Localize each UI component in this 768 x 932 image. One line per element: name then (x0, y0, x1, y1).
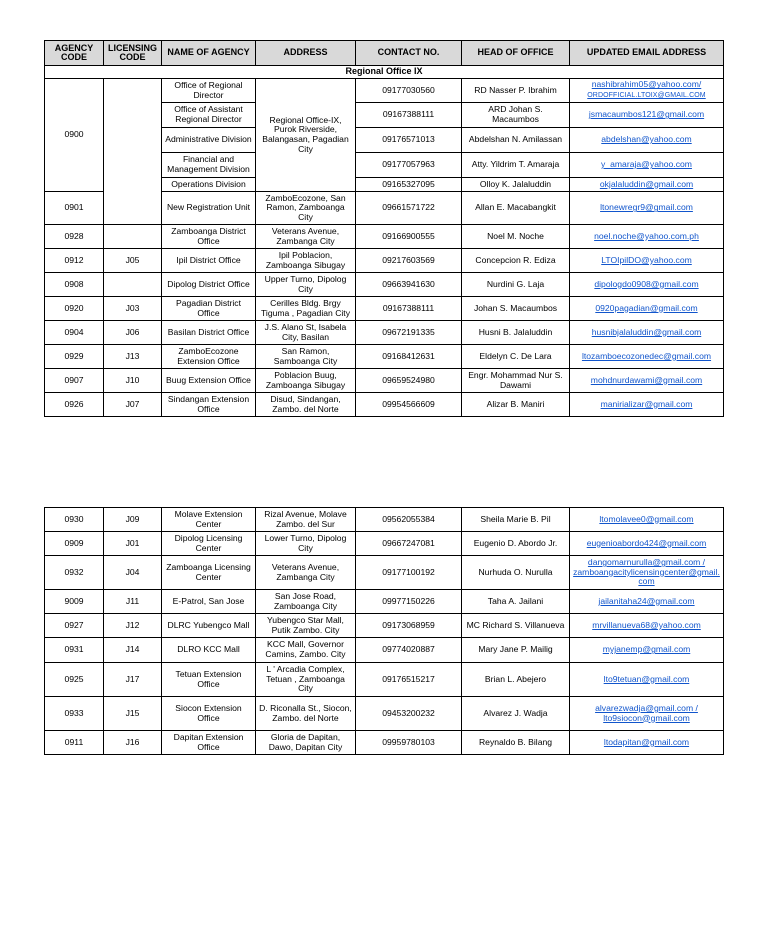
contact-no: 09977150226 (356, 590, 462, 614)
contact-no: 09167388111 (356, 297, 462, 321)
address: Gloria de Dapitan, Dawo, Dapitan City (256, 731, 356, 755)
head-of-office: Mary Jane P. Mailig (462, 638, 570, 663)
header-contact-no: CONTACT NO. (356, 41, 462, 66)
head-of-office: Alvarez J. Wadja (462, 697, 570, 731)
email-primary[interactable]: nashibrahim05@yahoo.com/ (591, 79, 702, 90)
licensing-code: J17 (104, 663, 162, 697)
regional-address: Regional Office-IX, Purok Riverside, Balangasan, Pagadian City (256, 79, 356, 192)
email-link[interactable]: jailanitaha24@gmail.com (570, 590, 724, 614)
contact-no: 09774020887 (356, 638, 462, 663)
address: Cerilles Bldg. Brgy Tiguma , Pagadian City (256, 297, 356, 321)
contact-no: 09167388111 (356, 103, 462, 128)
email-link[interactable]: husnibjalaluddin@gmail.com (570, 321, 724, 345)
licensing-code: J15 (104, 697, 162, 731)
agency-name: Buug Extension Office (162, 369, 256, 393)
email-link[interactable]: jsmacaumbos121@gmail.com (570, 103, 724, 128)
licensing-code: J14 (104, 638, 162, 663)
agency-code: 0909 (45, 532, 104, 556)
agency-code: 0911 (45, 731, 104, 755)
contact-no: 09667247081 (356, 532, 462, 556)
contact-no: 09177030560 (356, 79, 462, 103)
table-row (45, 697, 724, 731)
contact-no: 09217603569 (356, 249, 462, 273)
address: San Jose Road, Zamboanga City (256, 590, 356, 614)
agency-name: Sindangan Extension Office (162, 393, 256, 417)
licensing-code: J04 (104, 556, 162, 590)
header-agency-code: AGENCY CODE (45, 41, 104, 66)
email-link[interactable]: manirializar@gmail.com (570, 393, 724, 417)
email-link[interactable]: myjanemp@gmail.com (570, 638, 724, 663)
agency-code: 0907 (45, 369, 104, 393)
contact-no: 09453200232 (356, 697, 462, 731)
agency-name: Basilan District Office (162, 321, 256, 345)
table-row (45, 273, 724, 297)
table-row (45, 556, 724, 590)
licensing-code: J12 (104, 614, 162, 638)
contact-no: 09659524980 (356, 369, 462, 393)
licensing-code (104, 273, 162, 297)
licensing-code: J05 (104, 249, 162, 273)
address: Upper Turno, Dipolog City (256, 273, 356, 297)
head-of-office: ARD Johan S. Macaumbos (462, 103, 570, 128)
agency-name: Pagadian District Office (162, 297, 256, 321)
contact-no: 09166900555 (356, 225, 462, 249)
agency-code: 0904 (45, 321, 104, 345)
address: Disud, Sindangan, Zambo. del Norte (256, 393, 356, 417)
address: Veterans Avenue, Zambanga City (256, 225, 356, 249)
agency-name: Operations Division (162, 178, 256, 192)
regional-licensing-code (104, 79, 162, 225)
head-of-office: Alizar B. Maniri (462, 393, 570, 417)
licensing-code: J01 (104, 532, 162, 556)
address: San Ramon, Samboanga City (256, 345, 356, 369)
agency-code: 0932 (45, 556, 104, 590)
table-row (45, 79, 724, 103)
email-link[interactable]: ltonewregr9@gmail.com (570, 192, 724, 225)
licensing-code: J03 (104, 297, 162, 321)
table-row (45, 225, 724, 249)
head-of-office: Nurhuda O. Nurulla (462, 556, 570, 590)
email-link[interactable]: mohdnurdawami@gmail.com (570, 369, 724, 393)
header-head-of-office: HEAD OF OFFICE (462, 41, 570, 66)
agency-code: 0912 (45, 249, 104, 273)
head-of-office: Husni B. Jalaluddin (462, 321, 570, 345)
head-of-office: Eugenio D. Abordo Jr. (462, 532, 570, 556)
email-link[interactable]: y_amaraja@yahoo.com (570, 153, 724, 178)
address: D. Riconalla St., Siocon, Zambo. del Norte (256, 697, 356, 731)
agency-code: 0927 (45, 614, 104, 638)
agency-name: Financial and Management Division (162, 153, 256, 178)
agency-name: Dipolog Licensing Center (162, 532, 256, 556)
contact-no: 09177057963 (356, 153, 462, 178)
contact-no: 09165327095 (356, 178, 462, 192)
email-link[interactable]: ltodapitan@gmail.com (570, 731, 724, 755)
table-row (45, 731, 724, 755)
head-of-office: Taha A. Jailani (462, 590, 570, 614)
header-name-of-agency: NAME OF AGENCY (162, 41, 256, 66)
email-link[interactable]: dipologdo0908@gmail.com (570, 273, 724, 297)
head-of-office: Eldelyn C. De Lara (462, 345, 570, 369)
head-of-office: Engr. Mohammad Nur S. Dawami (462, 369, 570, 393)
address: Lower Turno, Dipolog City (256, 532, 356, 556)
agency-name: Ipil District Office (162, 249, 256, 273)
table-row (45, 614, 724, 638)
table-row (45, 321, 724, 345)
contact-no: 09672191335 (356, 321, 462, 345)
contact-no: 09959780103 (356, 731, 462, 755)
agency-code: 0920 (45, 297, 104, 321)
agency-name: Dipolog District Office (162, 273, 256, 297)
regional-agency-code: 0900 (45, 79, 104, 192)
contact-no: 09562055384 (356, 508, 462, 532)
email-link[interactable]: noel.noche@yahoo.com.ph (570, 225, 724, 249)
email-link[interactable]: abdelshan@yahoo.com (570, 128, 724, 153)
address: Veterans Avenue, Zambanga City (256, 556, 356, 590)
licensing-code: J06 (104, 321, 162, 345)
agency-code: 0925 (45, 663, 104, 697)
head-of-office: Olloy K. Jalaluddin (462, 178, 570, 192)
table-row (45, 532, 724, 556)
head-of-office: Sheila Marie B. Pil (462, 508, 570, 532)
head-of-office: Noel M. Noche (462, 225, 570, 249)
table-row (45, 663, 724, 697)
licensing-code: J11 (104, 590, 162, 614)
contact-no: 09176571013 (356, 128, 462, 153)
agency-code: 9009 (45, 590, 104, 614)
contact-no: 09177100192 (356, 556, 462, 590)
email-link[interactable]: lto9tetuan@gmail.com (570, 663, 724, 697)
contact-no: 09173068959 (356, 614, 462, 638)
contact-no: 09168412631 (356, 345, 462, 369)
agency-code: 0901 (45, 192, 104, 225)
agency-code: 0930 (45, 508, 104, 532)
licensing-code: J09 (104, 508, 162, 532)
address: ZamboEcozone, San Ramon, Zamboanga City (256, 192, 356, 225)
agency-directory-table-page1 (44, 40, 724, 417)
email-link[interactable]: LTOIpilDO@yahoo.com (570, 249, 724, 273)
contact-no: 09661571722 (356, 192, 462, 225)
table-row (45, 297, 724, 321)
licensing-code (104, 225, 162, 249)
table-row (45, 249, 724, 273)
licensing-code: J07 (104, 393, 162, 417)
email-link[interactable]: okjalaluddin@gmail.com (570, 178, 724, 192)
agency-name: Tetuan Extension Office (162, 663, 256, 697)
table-row (45, 590, 724, 614)
email-link[interactable]: dangomarnurulla@gmail.com / zamboangacitylicensingcenter@gmail.com (570, 556, 724, 590)
email-link[interactable]: ltomolavee0@gmail.com (570, 508, 724, 532)
contact-no: 09663941630 (356, 273, 462, 297)
agency-directory-table-page2 (44, 507, 724, 755)
agency-name: Office of Assistant Regional Director (162, 103, 256, 128)
table-row (45, 369, 724, 393)
head-of-office: Reynaldo B. Bilang (462, 731, 570, 755)
address: Yubengco Star Mall, Putik Zambo. City (256, 614, 356, 638)
email-link[interactable]: mrvillanueva68@yahoo.com (570, 614, 724, 638)
address: KCC Mall, Governor Camins, Zambo. City (256, 638, 356, 663)
head-of-office: Concepcion R. Ediza (462, 249, 570, 273)
agency-name: Siocon Extension Office (162, 697, 256, 731)
agency-name: Zamboanga Licensing Center (162, 556, 256, 590)
address: Ipil Poblacion, Zamboanga Sibugay (256, 249, 356, 273)
agency-code: 0926 (45, 393, 104, 417)
agency-name: E-Patrol, San Jose (162, 590, 256, 614)
table-row (45, 393, 724, 417)
agency-name: Dapitan Extension Office (162, 731, 256, 755)
email-link[interactable]: ltozamboecozonedec@gmail.com (570, 345, 724, 369)
region-row (45, 66, 724, 79)
table-row (45, 508, 724, 532)
email-link[interactable] (570, 79, 724, 103)
region-title: Regional Office IX (45, 66, 724, 79)
head-of-office: Brian L. Abejero (462, 663, 570, 697)
email-secondary[interactable]: ORDOFFICIAL.LTOIX@GMAIL.COM (587, 92, 706, 99)
email-link[interactable]: alvarezwadja@gmail.com / lto9siocon@gmail.com (570, 697, 724, 731)
contact-no: 09176515217 (356, 663, 462, 697)
table-row (45, 638, 724, 663)
header-licensing-code: LICENSING CODE (104, 41, 162, 66)
agency-name: Molave Extension Center (162, 508, 256, 532)
head-of-office: RD Nasser P. Ibrahim (462, 79, 570, 103)
agency-name: New Registration Unit (162, 192, 256, 225)
agency-code: 0931 (45, 638, 104, 663)
table-row (45, 345, 724, 369)
agency-name: DLRC Yubengco Mall (162, 614, 256, 638)
agency-name: ZamboEcozone Extension Office (162, 345, 256, 369)
address: L ' Arcadia Complex, Tetuan , Zamboanga City (256, 663, 356, 697)
header-address: ADDRESS (256, 41, 356, 66)
address: J.S. Alano St, Isabela City, Basilan (256, 321, 356, 345)
address: Poblacion Buug, Zamboanga Sibugay (256, 369, 356, 393)
agency-code: 0929 (45, 345, 104, 369)
email-link[interactable]: 0920pagadian@gmail.com (570, 297, 724, 321)
agency-name: DLRO KCC Mall (162, 638, 256, 663)
head-of-office: Abdelshan N. Amilassan (462, 128, 570, 153)
head-of-office: MC Richard S. Villanueva (462, 614, 570, 638)
header-email-address: UPDATED EMAIL ADDRESS (570, 41, 724, 66)
agency-name: Zamboanga District Office (162, 225, 256, 249)
head-of-office: Atty. Yildrim T. Amaraja (462, 153, 570, 178)
head-of-office: Johan S. Macaumbos (462, 297, 570, 321)
agency-name: Administrative Division (162, 128, 256, 153)
agency-code: 0908 (45, 273, 104, 297)
email-link[interactable]: eugenioabordo424@gmail.com (570, 532, 724, 556)
agency-name: Office of Regional Director (162, 79, 256, 103)
licensing-code: J10 (104, 369, 162, 393)
contact-no: 09954566609 (356, 393, 462, 417)
head-of-office: Allan E. Macabangkit (462, 192, 570, 225)
licensing-code: J16 (104, 731, 162, 755)
table-header-row (45, 41, 724, 66)
agency-code: 0933 (45, 697, 104, 731)
head-of-office: Nurdini G. Laja (462, 273, 570, 297)
licensing-code: J13 (104, 345, 162, 369)
address: Rizal Avenue, Molave Zambo. del Sur (256, 508, 356, 532)
agency-code: 0928 (45, 225, 104, 249)
